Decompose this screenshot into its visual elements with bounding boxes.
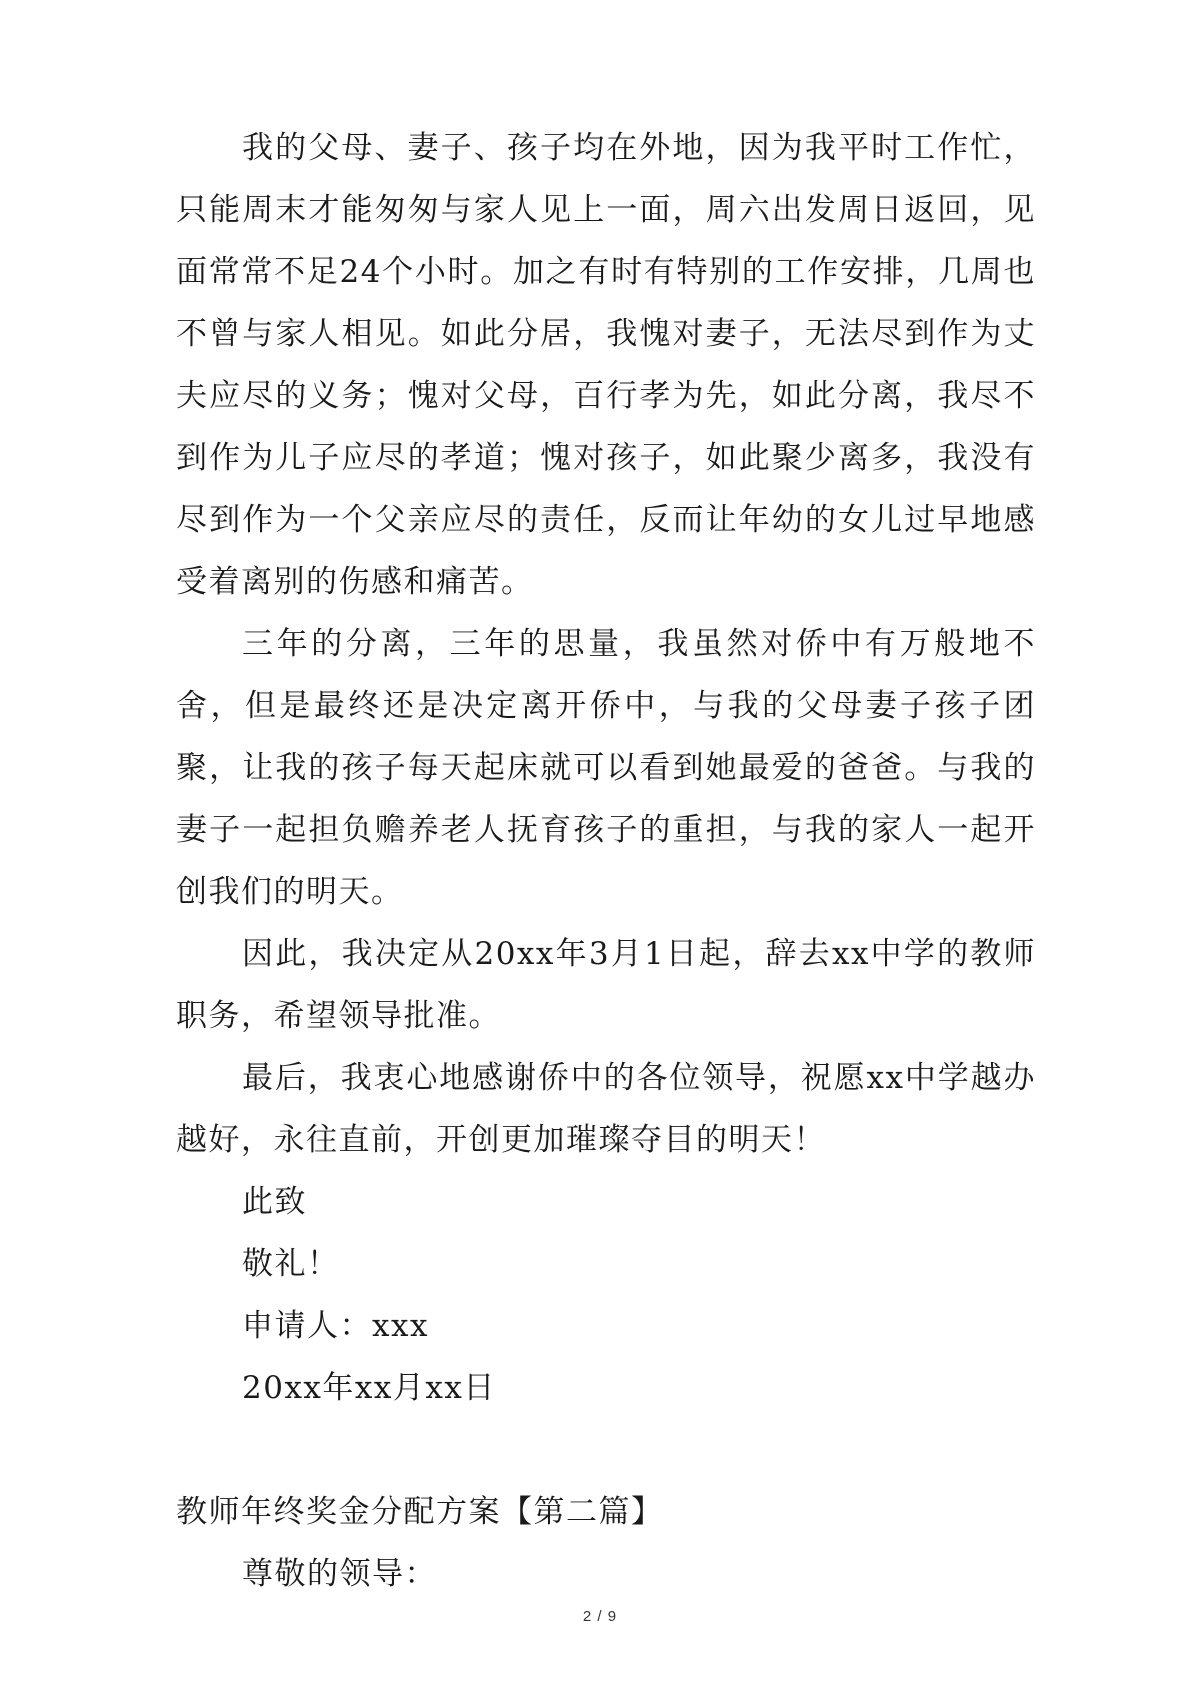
page-number: 2 / 9	[582, 1608, 618, 1625]
letter-date: 20xx年xx月xx日	[242, 1370, 496, 1406]
section-spacer	[176, 1419, 1036, 1481]
paragraph-resignation-date: 因此，我决定从20xx年3月1日起，辞去xx中学的教师职务，希望领导批准。	[176, 936, 1036, 1034]
applicant-signature: 申请人：xxx	[242, 1308, 429, 1344]
document-body	[176, 117, 1036, 1605]
paragraph-thanks: 最后，我衷心地感谢侨中的各位领导，祝愿xx中学越办越好，永往直前，开创更加璀璨夺目的明天！	[176, 1060, 1036, 1158]
closing-jing-li: 敬礼！	[242, 1246, 340, 1282]
salutation: 尊敬的领导：	[242, 1556, 437, 1592]
section-heading: 教师年终奖金分配方案【第二篇】	[176, 1494, 664, 1530]
closing-ci-zhi: 此致	[242, 1184, 307, 1220]
paragraph-decision-reason: 三年的分离，三年的思量，我虽然对侨中有万般地不舍，但是最终还是决定离开侨中，与我的父母妻子孩子团聚，让我的孩子每天起床就可以看到她最爱的爸爸。与我的妻子一起担负赡养老人抚育孩子的重担，与我的家人一起开创我们的明天。	[176, 626, 1036, 910]
paragraph-family-situation: 我的父母、妻子、孩子均在外地，因为我平时工作忙，只能周末才能匆匆与家人见上一面，周六出发周日返回，见面常常不足24个小时。加之有时有特别的工作安排，几周也不曾与家人相见。如此分居，我愧对妻子，无法尽到作为丈夫应尽的义务；愧对父母，百行孝为先，如此分离，我尽不到作为儿子应尽的孝道；愧对孩子，如此聚少离多，我没有尽到作为一个父亲应尽的责任，反而让年幼的女儿过早地感受着离别的伤感和痛苦。	[176, 130, 1036, 600]
